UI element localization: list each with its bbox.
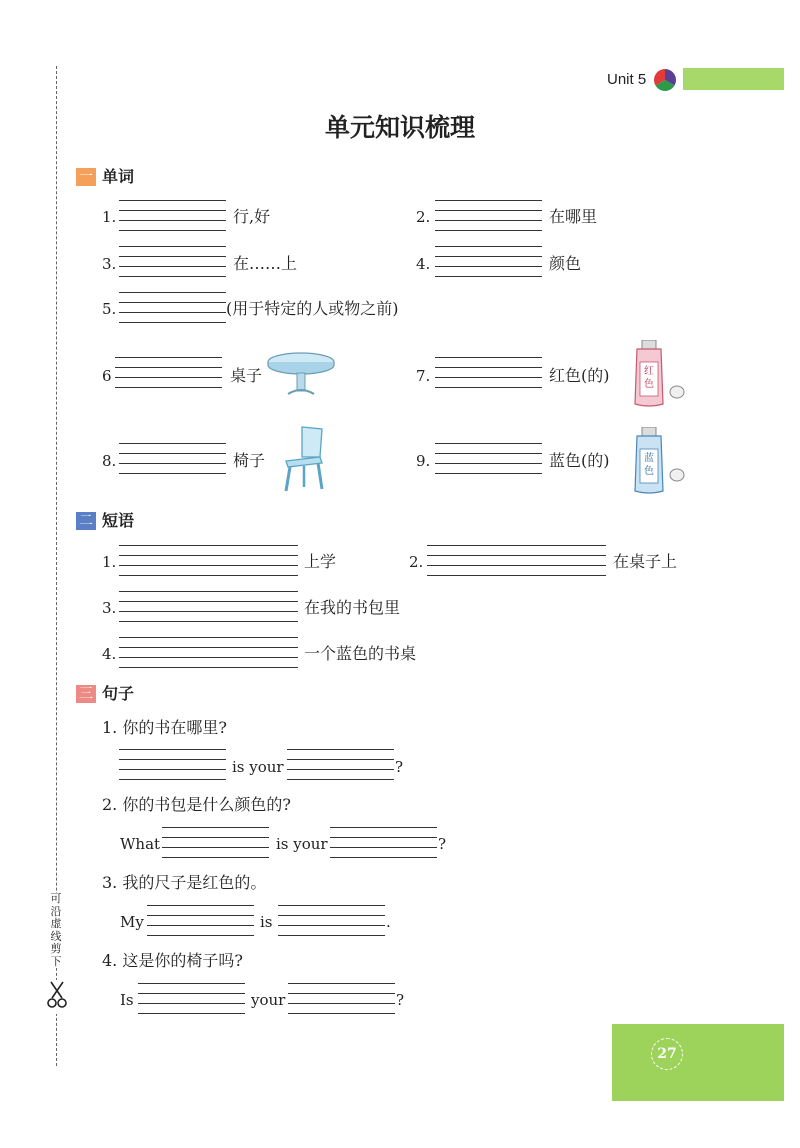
phrase-writing-lines[interactable] [119,637,298,667]
red-paint-tube-icon [632,340,686,408]
sentence-prompt: 1. 你的书在哪里? [102,718,227,737]
sentence-prompt: 3. 我的尺子是红色的。 [102,873,267,892]
word-number: 5. [102,300,117,318]
word-meaning: (用于特定的人或物之前) [226,299,399,318]
sentence-punct: ? [395,758,404,776]
word-number: 4. [416,255,431,273]
word-number: 6 [102,367,112,385]
blue-paint-tube-icon [632,427,686,495]
sentence-word: My [120,913,144,931]
word-writing-lines[interactable] [115,357,222,387]
word-writing-lines[interactable] [119,200,226,230]
scissors-icon [47,980,67,1014]
word-writing-lines[interactable] [435,357,542,387]
sentence-writing-lines[interactable] [288,983,395,1013]
word-meaning: 红色(的) [549,366,610,385]
section-marker-phrases: 二 [76,512,96,530]
phrase-writing-lines[interactable] [427,545,606,575]
section-title-sentences: 句子 [102,684,135,703]
word-writing-lines[interactable] [119,443,226,473]
sentence-punct: . [386,913,391,931]
section-marker-words: 一 [76,168,96,186]
phrase-number: 1. [102,553,117,571]
page-number: 27 [657,1046,677,1062]
sentence-word: is [260,913,273,931]
word-meaning: 行,好 [233,207,271,226]
cut-note-char: 虚 [50,917,62,930]
section-title-phrases: 短语 [102,511,135,530]
sentence-word: your [251,991,286,1009]
chair-icon [280,425,328,497]
word-meaning: 在……上 [233,254,298,273]
word-number: 3. [102,255,117,273]
red-tube-label: 红色 [644,366,654,390]
word-number: 8. [102,452,117,470]
word-meaning: 椅子 [233,451,266,470]
phrase-meaning: 一个蓝色的书桌 [304,644,417,663]
phrase-writing-lines[interactable] [119,591,298,621]
page-number-block [612,1024,784,1101]
word-meaning: 桌子 [230,366,263,385]
cut-note [48,893,64,968]
table-icon [266,352,336,402]
sentence-word: What [120,835,161,853]
sentence-punct: ? [396,991,405,1009]
word-number: 1. [102,208,117,226]
phrase-number: 4. [102,645,117,663]
phrase-number: 3. [102,599,117,617]
phrase-meaning: 在桌子上 [613,552,678,571]
phrase-meaning: 上学 [304,552,337,571]
phrase-number: 2. [409,553,424,571]
sentence-word: Is [120,991,134,1009]
cut-note-char: 线 [50,929,62,943]
sentence-punct: ? [438,835,447,853]
page-number-badge [651,1038,683,1070]
word-meaning: 蓝色(的) [549,451,610,470]
blue-tube-label: 蓝色 [644,453,654,477]
word-writing-lines[interactable] [435,443,542,473]
word-writing-lines[interactable] [435,246,542,276]
section-title-words: 单词 [102,167,135,186]
sentence-prompt: 2. 你的书包是什么颜色的? [102,795,291,814]
sentence-writing-lines[interactable] [147,905,254,935]
word-number: 2. [416,208,431,226]
sentence-writing-lines[interactable] [138,983,245,1013]
sentence-writing-lines[interactable] [162,827,269,857]
sentence-writing-lines[interactable] [287,749,394,779]
cut-note-char: 沿 [50,904,62,918]
phrase-writing-lines[interactable] [119,545,298,575]
word-writing-lines[interactable] [119,292,226,322]
page-title: 单元知识梳理 [324,113,475,142]
sentence-word: is your [276,835,328,853]
cut-note-char: 可 [50,892,62,905]
unit-label: Unit 5 [607,71,647,88]
word-writing-lines[interactable] [435,200,542,230]
sentence-writing-lines[interactable] [278,905,385,935]
word-number: 9. [416,452,431,470]
section-marker-sentences: 三 [76,685,96,703]
word-meaning: 颜色 [549,254,582,273]
phrase-meaning: 在我的书包里 [304,598,401,617]
sentence-writing-lines[interactable] [330,827,437,857]
word-meaning: 在哪里 [549,207,598,226]
sentence-prompt: 4. 这是你的椅子吗? [102,951,243,970]
color-wheel-icon [653,68,677,96]
cut-note-char: 下 [50,954,62,968]
sentence-writing-lines[interactable] [119,749,226,779]
word-writing-lines[interactable] [119,246,226,276]
cut-note-char: 剪 [50,942,62,955]
word-number: 7. [416,367,431,385]
sentence-word: is your [232,758,284,776]
header-bar [683,68,784,90]
